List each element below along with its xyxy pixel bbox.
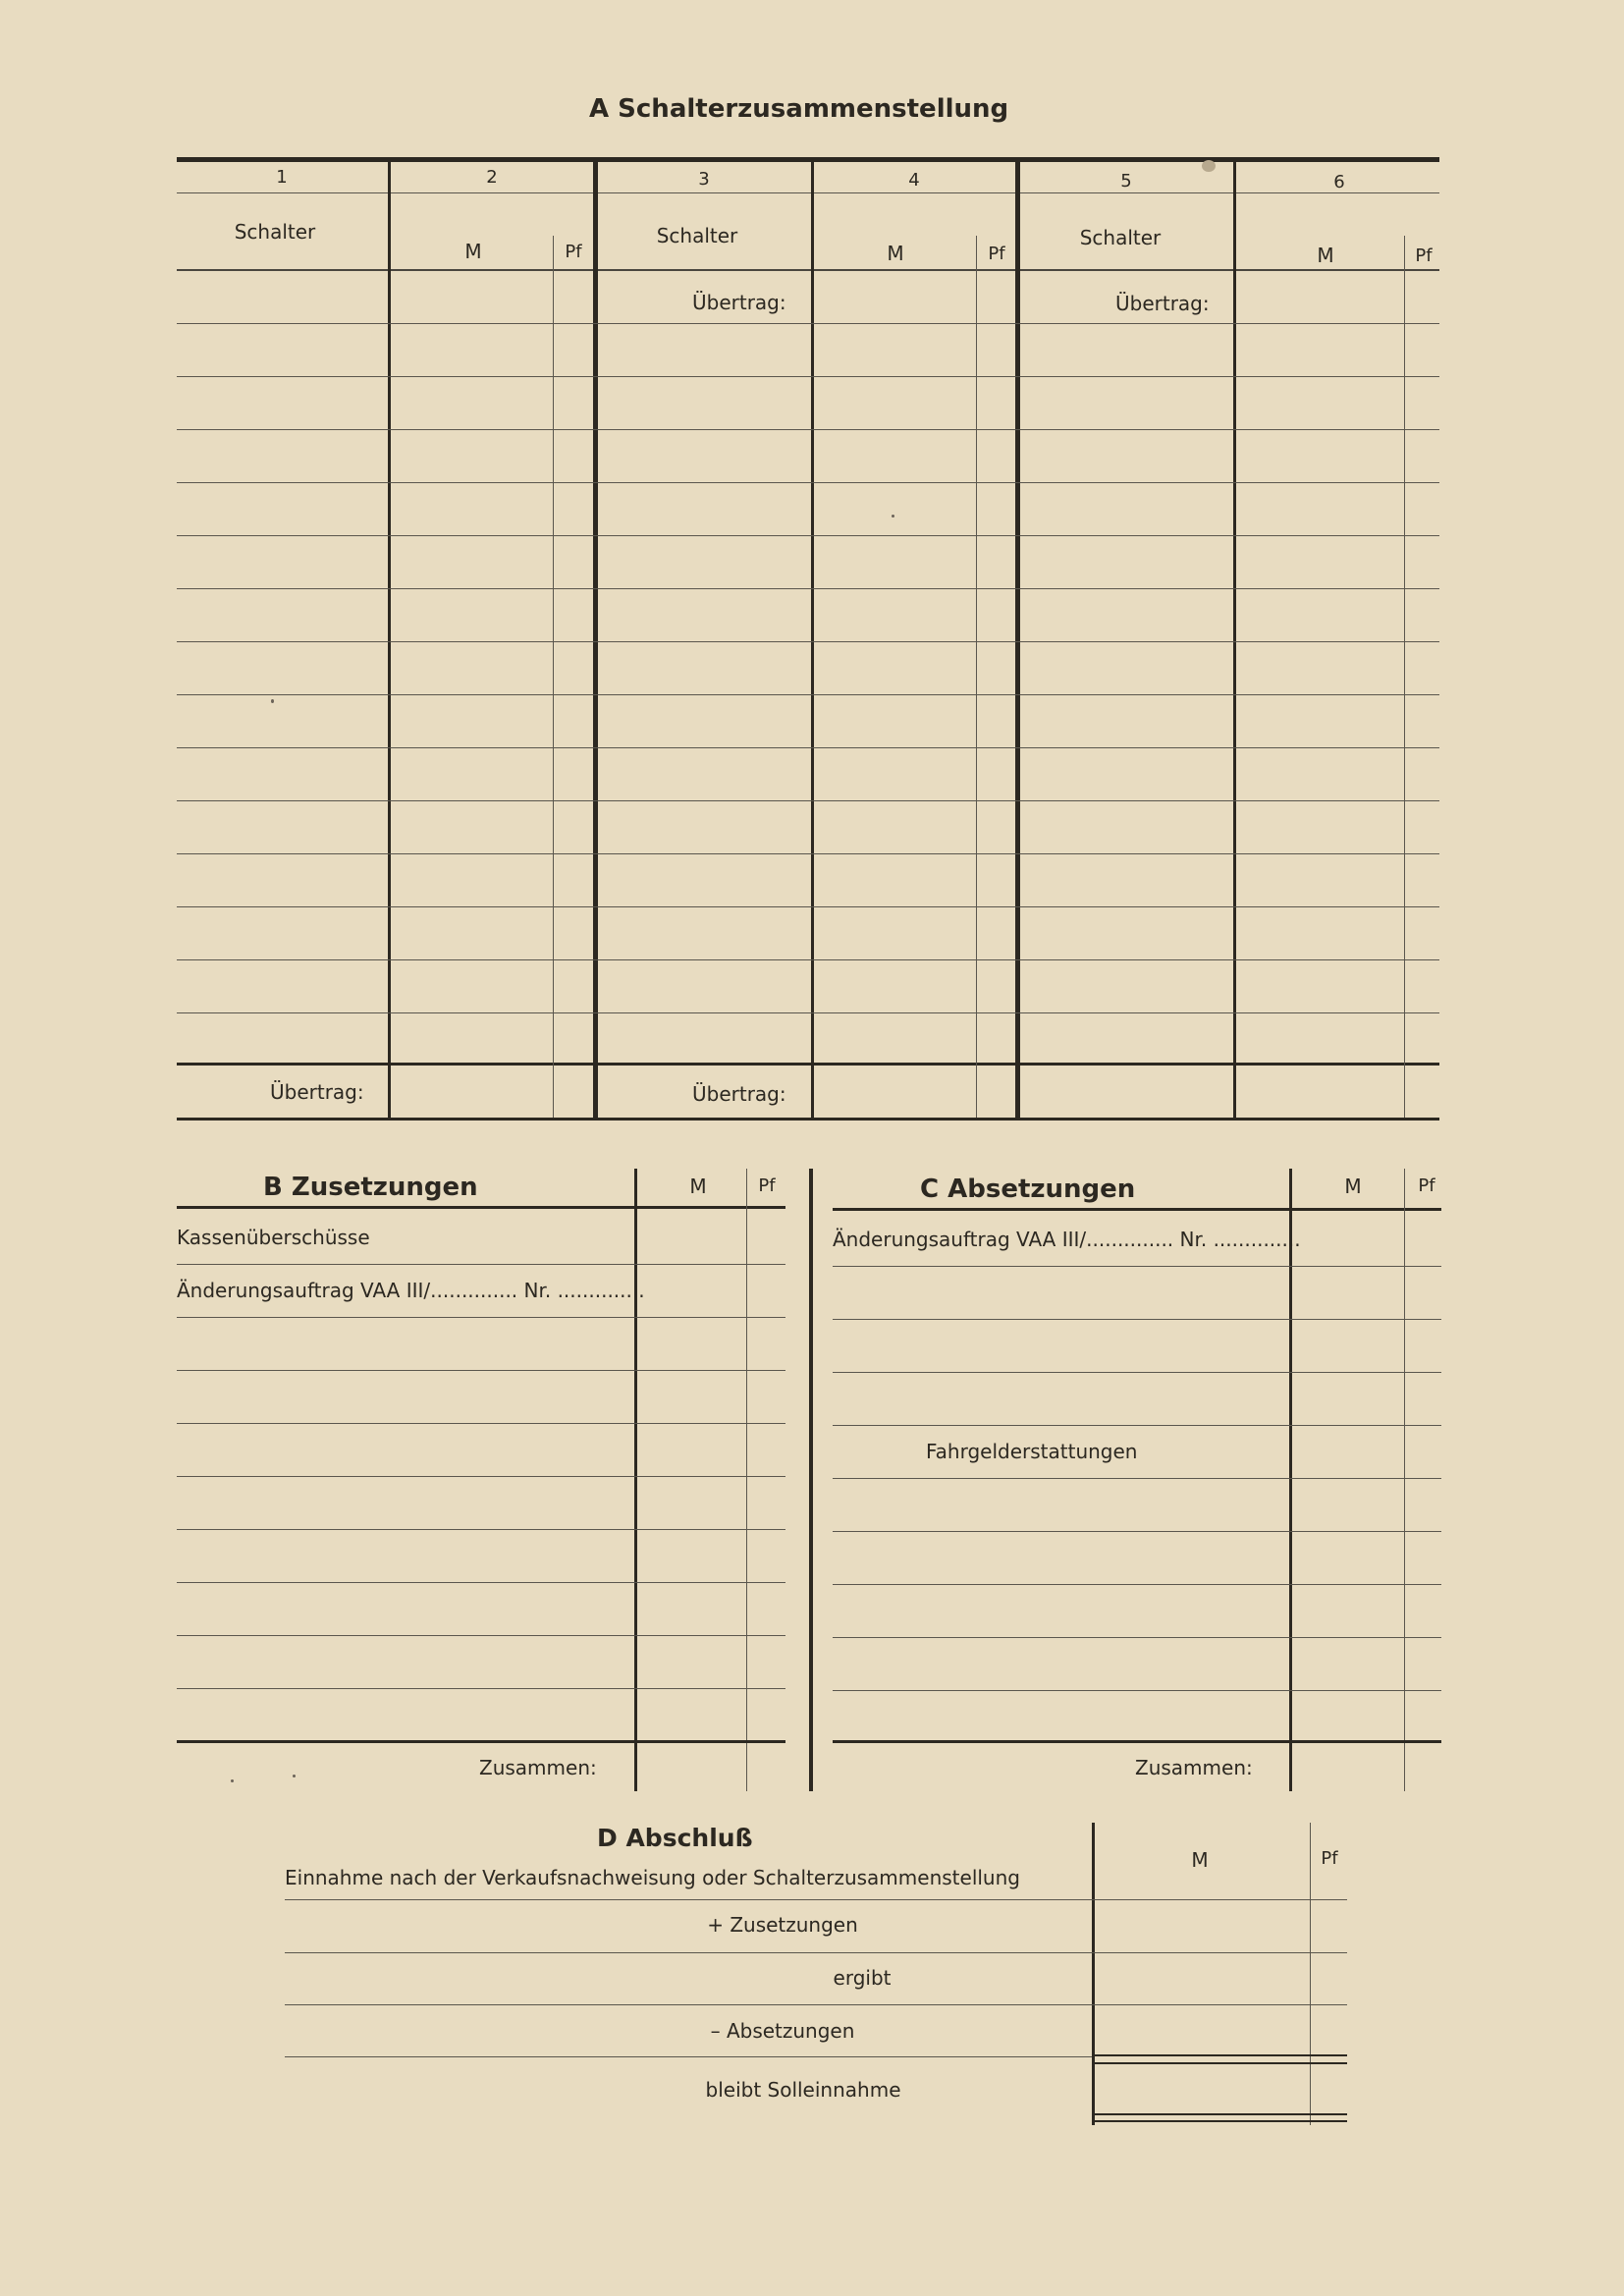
table-row: [177, 1529, 785, 1530]
table-row: [833, 1690, 1441, 1691]
section-d-subtitle: Einnahme nach der Verkaufsnachweisung oder Schalterzusammenstellung: [285, 1866, 1020, 1889]
section-c-total-rule: [833, 1740, 1441, 1743]
section-c-title: C Absetzungen: [920, 1175, 1136, 1204]
table-row: [285, 1899, 1347, 1900]
col-number-1: 1: [276, 167, 288, 188]
table-row: [177, 1582, 785, 1583]
table-row: [177, 1476, 785, 1477]
section-d-subtotal-rule-2: [1094, 2062, 1347, 2064]
section-d-row-2: ergibt: [833, 1966, 892, 1990]
section-b-title: B Zusetzungen: [263, 1173, 478, 1202]
paper-speck: [892, 515, 894, 518]
paper-speck: [231, 1779, 234, 1782]
table-row: [833, 1531, 1441, 1532]
paper-speck: [1202, 160, 1216, 172]
section-c-mid-label: Fahrgelderstattungen: [926, 1440, 1138, 1463]
section-d-row-3: – Absetzungen: [710, 2019, 855, 2043]
table-row: [177, 959, 1439, 960]
pf-divider-3: [1404, 236, 1405, 1118]
section-d-subtotal-rule: [1094, 2054, 1347, 2056]
section-c-total-label: Zusammen:: [1135, 1756, 1253, 1779]
section-a-total-rule: [177, 1063, 1439, 1066]
section-c-header-rule: [833, 1208, 1441, 1211]
section-a-top-rule: [177, 157, 1439, 162]
section-b-col-pf: Pf: [758, 1175, 776, 1196]
section-d-final-rule: [1094, 2113, 1347, 2115]
divider-col-1-2: [388, 160, 391, 1119]
header-m-1: M: [464, 240, 482, 263]
section-d-title: D Abschluß: [597, 1824, 753, 1852]
pf-divider-2: [976, 236, 977, 1118]
section-b-pf-divider: [746, 1169, 747, 1791]
table-row: [833, 1637, 1441, 1638]
header-pf-1: Pf: [565, 242, 582, 262]
table-row: [177, 1423, 785, 1424]
col-number-5: 5: [1120, 171, 1132, 191]
col-number-4: 4: [908, 170, 920, 191]
section-c-pf-divider: [1404, 1169, 1405, 1791]
table-row: [833, 1425, 1441, 1426]
section-d-pf-divider: [1310, 1823, 1311, 2125]
section-b-col-m: M: [689, 1175, 707, 1198]
table-row: [285, 2004, 1347, 2005]
table-row: [177, 1317, 785, 1318]
header-schalter-2: Schalter: [656, 224, 738, 247]
header-pf-2: Pf: [988, 244, 1005, 264]
table-row: [285, 2056, 1092, 2057]
divider-col-5-6: [1233, 160, 1236, 1119]
divider-group-1-2: [593, 160, 598, 1119]
table-row: [833, 1584, 1441, 1585]
table-row: [833, 1478, 1441, 1479]
table-row: [177, 641, 1439, 642]
table-row: [177, 482, 1439, 483]
table-row: [177, 588, 1439, 589]
section-b-m-divider: [634, 1169, 637, 1791]
section-bc-divider: [809, 1169, 813, 1791]
table-row: [177, 747, 1439, 748]
section-b-row-2: Änderungsauftrag VAA III/.............. Nr. ..............: [177, 1279, 645, 1302]
uebertrag-top-3: Übertrag:: [692, 291, 786, 314]
header-schalter-1: Schalter: [234, 220, 316, 244]
section-d-m-divider: [1092, 1823, 1095, 2125]
table-row: [177, 1635, 785, 1636]
section-a-header-rule: [177, 269, 1439, 271]
table-row: [177, 1264, 785, 1265]
uebertrag-top-5: Übertrag:: [1115, 292, 1210, 315]
section-a-title: A Schalterzusammenstellung: [589, 94, 1009, 124]
paper-speck: [293, 1775, 296, 1777]
table-row: [833, 1319, 1441, 1320]
section-d-col-m: M: [1191, 1848, 1209, 1872]
section-d-row-4: bleibt Solleinnahme: [705, 2078, 901, 2102]
pf-divider-1: [553, 236, 554, 1118]
section-c-m-divider: [1289, 1169, 1292, 1791]
divider-col-3-4: [811, 160, 814, 1119]
col-number-3: 3: [698, 169, 710, 190]
col-number-2: 2: [486, 167, 498, 188]
table-row: [177, 853, 1439, 854]
header-m-2: M: [887, 242, 904, 265]
section-d-col-pf: Pf: [1321, 1848, 1338, 1869]
section-d-final-rule-2: [1094, 2120, 1347, 2122]
table-row: [177, 694, 1439, 695]
uebertrag-bottom-1: Übertrag:: [270, 1080, 364, 1104]
section-b-total-rule: [177, 1740, 785, 1743]
table-row: [177, 376, 1439, 377]
paper-speck: [271, 699, 274, 703]
table-row: [177, 1012, 1439, 1013]
section-a-bottom-rule: [177, 1118, 1439, 1121]
section-c-col-pf: Pf: [1418, 1175, 1435, 1196]
table-row: [177, 1370, 785, 1371]
section-b-header-rule: [177, 1206, 785, 1209]
header-m-3: M: [1317, 244, 1334, 267]
table-row: [177, 800, 1439, 801]
header-schalter-3: Schalter: [1079, 226, 1162, 249]
header-pf-3: Pf: [1415, 246, 1433, 266]
table-row: [177, 906, 1439, 907]
table-row: [833, 1372, 1441, 1373]
section-c-row-1: Änderungsauftrag VAA III/.............. Nr. ..............: [833, 1228, 1301, 1251]
divider-group-2-3: [1015, 160, 1020, 1119]
table-row: [177, 323, 1439, 324]
table-row: [177, 1688, 785, 1689]
table-row: [177, 535, 1439, 536]
col-number-6: 6: [1333, 172, 1345, 192]
table-row: [833, 1266, 1441, 1267]
section-c-col-m: M: [1344, 1175, 1362, 1198]
section-b-total-label: Zusammen:: [479, 1756, 597, 1779]
table-row: [177, 429, 1439, 430]
uebertrag-bottom-3: Übertrag:: [692, 1082, 786, 1106]
section-b-row-1: Kassenüberschüsse: [177, 1226, 370, 1249]
table-row: [285, 1952, 1347, 1953]
section-d-row-1: + Zusetzungen: [707, 1913, 858, 1937]
